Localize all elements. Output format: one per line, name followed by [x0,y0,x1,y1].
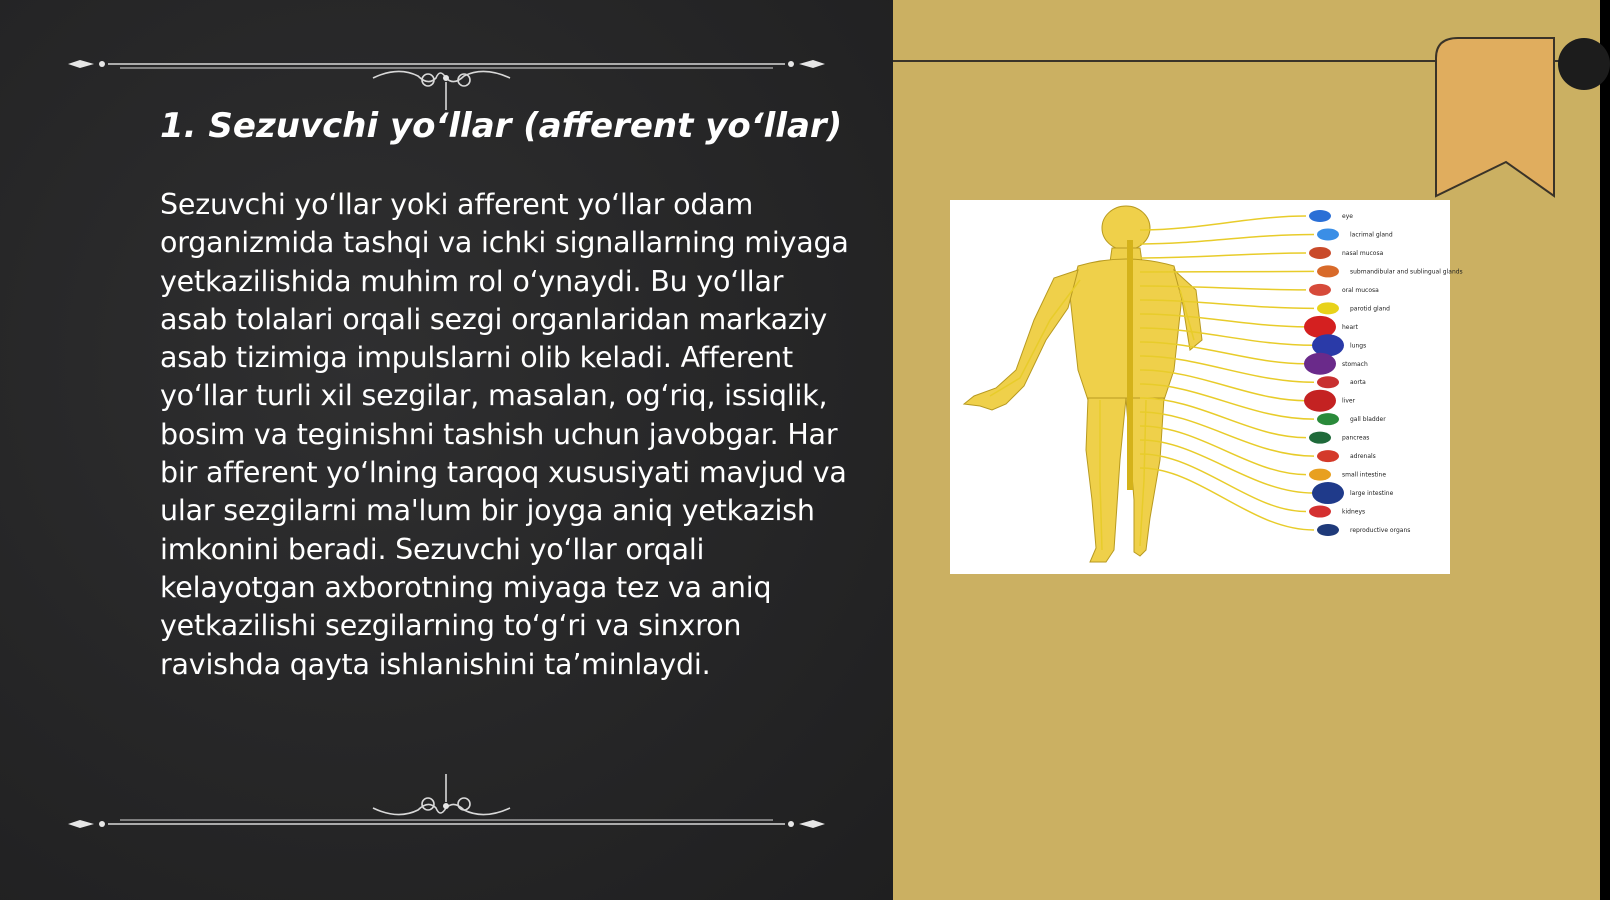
organ-label: lacrimal gland [1350,231,1393,239]
organ-large-intestine-icon [1312,482,1344,504]
organ-stomach-icon [1304,353,1336,375]
ornament-divider-bottom [68,772,825,832]
organ-label: eye [1342,213,1353,220]
organ-adrenals-icon [1317,450,1339,462]
nerve-fiber [1140,468,1314,530]
nerve-fiber [1140,398,1306,438]
nervous-system-diagram [950,200,1463,574]
ornament-divider-top [68,38,825,98]
organ-aorta-icon [1317,376,1339,388]
organ-parotid-gland-icon [1317,302,1339,314]
organ-label: submandibular and sublingual glands [1350,268,1463,276]
organ-label: parotid gland [1350,305,1390,313]
organ-label: adrenals [1350,453,1376,461]
organ-submandibular-and-sublingual-glands-icon [1317,265,1339,277]
human-body-silhouette [964,206,1202,562]
organ-label: liver [1342,397,1356,405]
nervous-system-figure [950,200,1463,574]
organ-lacrimal-gland-icon [1317,228,1339,240]
bookmark-ribbon-icon [1436,38,1554,198]
organ-label: small intestine [1342,471,1387,479]
ribbon-curl [1558,38,1610,90]
slide-title: 1. Sezuvchi yo‘llar (afferent yo‘llar) [160,106,843,146]
organ-label: aorta [1350,379,1366,387]
nerve-fiber [1140,234,1314,244]
organ-label: lungs [1350,342,1367,350]
organ-eye-icon [1309,210,1331,222]
organ-icons [1304,210,1344,536]
organ-label: gall bladder [1350,416,1386,424]
organ-label: stomach [1342,360,1368,368]
organ-oral-mucosa-icon [1309,284,1331,296]
organ-nasal-mucosa-icon [1309,247,1331,259]
organ-labels [1342,213,1463,534]
organ-pancreas-icon [1309,432,1331,444]
organ-reproductive-organs-icon [1317,524,1339,536]
nerve-fiber [1140,454,1306,512]
organ-liver-icon [1304,390,1336,412]
organ-label: reproductive organs [1350,527,1411,534]
nerve-fiber [1140,271,1314,272]
nerve-fiber [1140,440,1314,493]
organ-label: oral mucosa [1342,286,1379,294]
organ-kidneys-icon [1309,506,1331,518]
organ-label: large intestine [1350,490,1394,498]
organ-label: heart [1342,323,1358,331]
nerve-fiber [1140,216,1306,230]
organ-label: nasal mucosa [1342,249,1384,257]
nerve-fiber [1140,253,1306,258]
organ-small-intestine-icon [1309,469,1331,481]
organ-label: pancreas [1342,434,1370,442]
organ-label: kidneys [1342,508,1366,516]
slide-body-text: Sezuvchi yo‘llar yoki afferent yo‘llar odam organizmida tashqi va ichki signallarning miyaga yetkazilishida muhim rol o‘ynaydi. Bu yo‘llar asab tolalari orqali sezgi organlaridan markaziy asab tizimiga impulslarni olib keladi. Afferent yo‘llar turli xil sezgilar, masalan, og‘riq, issiqlik, bosim va teginishni tashish uchun javobgar. Har bir afferent yo‘lning tarqoq xususiyati mavjud va ular sezgilarni ma'lum bir joyga aniq yetkazish imkonini beradi. Sezuvchi yo‘llar orqali kelayotgan axborotning miyaga tez va aniq yetkazilishi sezgilarning to‘g‘ri va sinxron ravishda qayta ishlanishini ta’minlaydi. [160,188,849,681]
organ-gall-bladder-icon [1317,413,1339,425]
